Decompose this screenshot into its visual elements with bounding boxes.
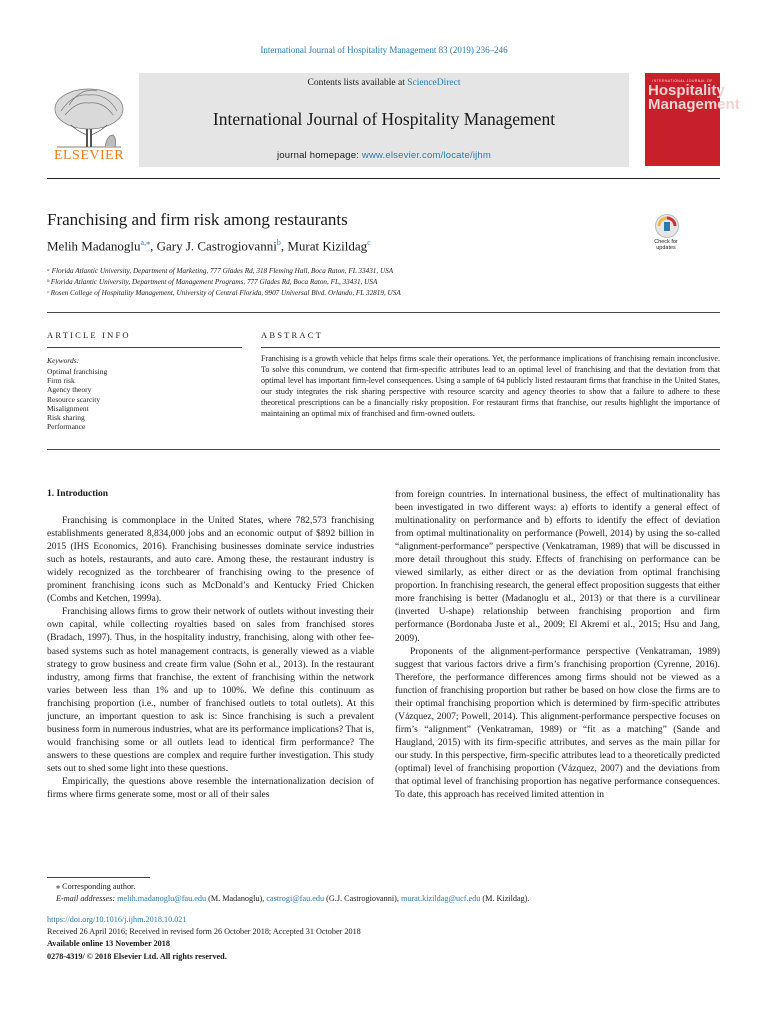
keyword-item: Optimal franchising: [47, 367, 108, 376]
keyword-item: Resource scarcity: [47, 394, 101, 404]
affiliation-a: ᵃ Florida Atlantic University, Department of Marketing, 777 Glades Rd, 318 Fleming Hall, Boca Raton, FL 33431, USA: [47, 267, 394, 275]
email-link[interactable]: castrogi@fau.edu: [266, 894, 325, 903]
affiliation-c: ᶜ Rosen College of Hospitality Management, University of Central Florida, 9907 Universal Blvd. Orlando, FL 32819, USA: [47, 289, 401, 297]
journal-cover-image[interactable]: [645, 73, 740, 166]
paragraph: from foreign countries. In international business, the effect of multinationality has been investigated in two different ways: a) efforts to identify a general effect of multinationality on performance and b) efforts to identify the effect of deviation from optimal multinationality on performance (Powell, 2014) by using the so-called “alignment-performance” perspective (Venkatraman, 1989) that will be discussed in more detail throughout this study. Effects of franchising on performance can be viewed similarly, as either direct or as the deviation from optimal franchising proportion. In franchising research, the general effect proposition suggests that either more franchising is better (Madanoglu et al., 2013) or that there is a curvilinear (inverted U-shape) relationship between franchising proportion and firm performance (Bordonaba Juste et al., 2009; El Akremi et al., 2015; Hsu and Jang, 2009).: [395, 489, 720, 644]
keyword-item: Agency theory: [47, 385, 92, 395]
doi-link[interactable]: https://doi.org/10.1016/j.ijhm.2018.10.021: [47, 915, 187, 924]
author-affiliation-marker[interactable]: c: [367, 238, 371, 247]
keyword-item: Misalignment: [47, 403, 89, 413]
check-updates-label: Check for updates: [654, 239, 678, 251]
email-owner: (M. Madanoglu),: [206, 894, 267, 903]
received-dates: Received 26 April 2016; Received in revised form 26 October 2018; Accepted 31 October 2018: [47, 927, 361, 936]
keyword-item: Performance: [47, 422, 86, 432]
check-for-updates-badge[interactable]: [648, 212, 684, 260]
sciencedirect-link[interactable]: ScienceDirect: [407, 78, 461, 88]
journal-homepage: journal homepage: www.elsevier.com/locate/ijhm: [276, 150, 492, 161]
elsevier-wordmark: ELSEVIER: [53, 148, 125, 163]
check-updates-icon: [655, 214, 679, 238]
journal-homepage-link[interactable]: www.elsevier.com/locate/ijhm: [361, 150, 492, 161]
email-link[interactable]: melih.madanoglu@fau.edu: [117, 894, 207, 903]
journal-citation[interactable]: International Journal of Hospitality Management 83 (2019) 236–246: [260, 45, 508, 55]
article-title: Franchising and firm risk among restaurants: [47, 210, 348, 229]
email-addresses: E-mail addresses: melih.madanoglu@fau.edu (M. Madanoglu), castrogi@fau.edu (G.J. Castrogiovanni), murat.kizildag@ucf.edu (M. Kizildag).: [56, 894, 530, 903]
author-affiliation-marker[interactable]: b: [276, 238, 281, 247]
keyword-item: Risk sharing: [47, 413, 85, 423]
email-link[interactable]: murat.kizildag@ucf.edu: [400, 894, 481, 903]
copyright: 0278-4319/ © 2018 Elsevier Ltd. All rights reserved.: [47, 952, 227, 961]
affiliation-rule: [47, 312, 720, 313]
affiliation-b: ᵇ Florida Atlantic University, Department of Management Programs, 777 Glades Rd, Boca Raton, FL, 33431, USA: [47, 278, 378, 286]
cover-top-text: INTERNATIONAL JOURNAL OF: [652, 79, 713, 83]
keywords-list: [47, 367, 107, 431]
paragraph: Franchising allows firms to grow their network of outlets without investing their own capital, while collecting royalties based on sales from franchised stores (Bradach, 1997). Thus, in the hospitality industry, franchising, along with other fee-based systems such as hotel management contracts, is generally viewed as a viable strategy to grow business and create firm value (Sohn et al., 2013). In the restaurant industry, among firms that franchise, the extent of franchising within the network varies between less than 1% and up to 100%. We define this continuum as franchising proportion (i.e., number of franchised outlets to total outlets). At this juncture, an important question to ask is: Since franchising is such a prevalent business form in numerous industries, what are its performance implications? That is, would franchising some or all outlets lead to identical firm performance? The answers to these questions are complex and require further investigation. This study sets out to shed some light into these questions.: [47, 606, 374, 774]
body-left-column: [47, 488, 374, 801]
author-list: Melih Madanoglu$^{a,⁎}$, Gary J. Castrogiovanni$^b$, Murat Kizildag$^c$: [47, 238, 371, 254]
section-heading-introduction: 1. Introduction: [47, 489, 109, 499]
cover-title: Hospitality Management: [648, 82, 740, 113]
author-affiliation-marker[interactable]: a,⁎: [140, 238, 151, 247]
author-name: Melih Madanoglu: [47, 238, 141, 254]
abstract-text: Franchising is a growth vehicle that helps firms scale their operations. Yet, the performance implications of franchising remain inconclusive. To solve this conundrum, we contend that firm-specific attributes lead to an optimal level of franchising and that the deviation from that optimal level has important firm-level consequences. Using a sample of 64 publicly listed restaurant firms that franchise in the United States, our study integrates the risk sharing perspective with resource scarcity and agency theories to show that a failure to adhere to these theoretical prescriptions can be a financially risky proposition. For restaurant firms that franchise, our results highlight the importance of maintaining an optimal mix of franchised and firm-owned outlets.: [261, 354, 720, 419]
available-online: Available online 13 November 2018: [47, 939, 170, 948]
corresponding-author-note: ⁎ Corresponding author.: [56, 882, 136, 891]
paragraph: Empirically, the questions above resemble the internationalization decision of firms where firms generate some, most or all of their sales: [47, 775, 374, 801]
author-name: Murat Kizildag: [287, 238, 368, 254]
paragraph: Proponents of the alignment-performance perspective (Venkatraman, 1989) suggest that various factors drive a firm’s franchising proportion (Cyrenne, 2016). Therefore, the performance differences among firms should not be viewed as a function of franchising proportion but rather be based on how close the firms are to their optimal franchising proportion which is determined by firm-specific attributes (Vázquez, 2007; Powell, 2014). This alignment-performance perspective focuses on firm’s “alignment” (Venkatraman, 1989) or “fit as a matching” (Sande and Haugland, 2015) with its firm-specific attributes, and serves as the main pillar for our study. In this perspective, firm-specific attributes lead to a theoretically predicted (optimal) level of franchising proportion (Vázquez, 2007) and the deviations from that optimal level of franchising proportion has negative performance consequences. To date, this approach has received limited attention in: [395, 645, 720, 801]
keyword-item: Firm risk: [47, 376, 75, 386]
abstract-bottom-rule: [47, 449, 720, 450]
author-name: Gary J. Castrogiovanni: [156, 238, 277, 254]
article-info-rule: [47, 347, 242, 348]
paragraph: Franchising is commonplace in the United States, where 782,573 franchising establishments generated 8,834,000 jobs and an economic output of $892 billion in 2015 (IHS Economics, 2016). Franchising businesses dominate service industries such as hotels, restaurants, and auto care. Among these, the restaurant industry is widely recognized as the torchbearer of franchising owing to the presence of prominent franchising icons such as McDonald’s and Kentucky Fried Chicken (Combs and Ketchen, 1999a).: [47, 515, 374, 605]
contents-available: Contents lists available at ScienceDirect: [307, 78, 461, 88]
email-owner: (G.J. Castrogiovanni),: [324, 894, 401, 903]
footnote-rule: [47, 877, 150, 878]
abstract-heading: ABSTRACT: [261, 330, 323, 340]
article-info-heading: ARTICLE INFO: [47, 330, 131, 340]
email-owner: (M. Kizildag).: [480, 894, 530, 903]
header-rule: [47, 178, 720, 179]
body-right-column: [395, 488, 720, 801]
keywords-label: Keywords:: [47, 356, 80, 365]
journal-name: International Journal of Hospitality Management: [212, 109, 556, 129]
abstract-rule: [261, 347, 720, 348]
